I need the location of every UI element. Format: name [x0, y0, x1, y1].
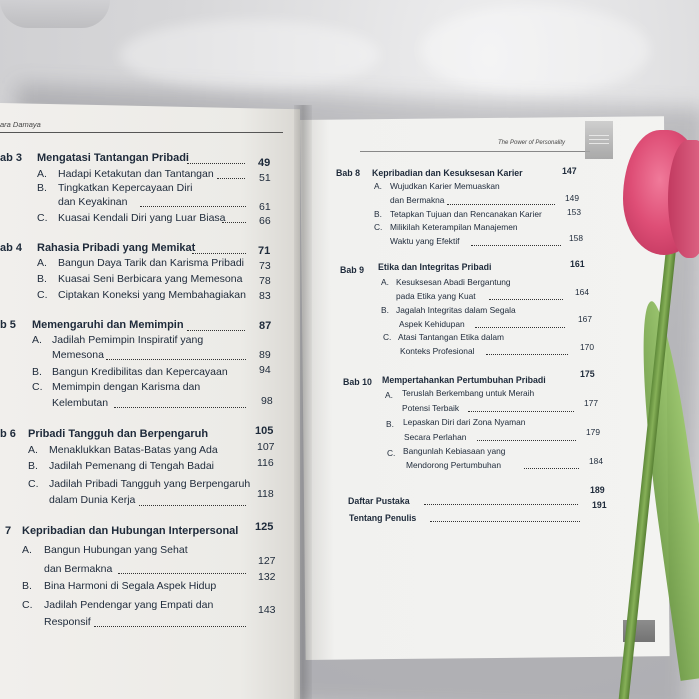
page-number: 83 [259, 290, 271, 302]
chapter-tab-marker [585, 121, 613, 159]
page-number: 61 [259, 201, 271, 213]
item-text-cont: Waktu yang Efektif [390, 236, 460, 246]
dot-leader [140, 206, 246, 207]
toc-entry-title: Tentang Penulis [349, 513, 417, 523]
item-text: Hadapi Ketakutan dan Tantangan [58, 168, 214, 180]
item-text-cont: dan Bermakna [390, 195, 445, 205]
item-letter: C. [383, 332, 392, 342]
item-text-cont: dan Keyakinan [58, 196, 128, 208]
item-text: Jadilah Pemenang di Tengah Badai [49, 460, 215, 472]
dot-leader [524, 468, 579, 469]
page-number: 105 [255, 425, 274, 437]
dot-leader [447, 204, 555, 205]
item-letter: A. [32, 334, 42, 346]
item-letter: C. [28, 478, 39, 490]
dot-leader [222, 222, 246, 223]
item-text-cont: pada Etika yang Kuat [396, 291, 476, 301]
dot-leader [477, 440, 576, 441]
page-number: 158 [569, 233, 583, 243]
chapter-label: 7 [5, 525, 12, 537]
item-text: Bangunlah Kebiasaan yang [403, 446, 506, 456]
chapter-label: ab 3 [0, 152, 23, 164]
item-letter: A. [381, 277, 389, 287]
dot-leader [94, 626, 246, 627]
dot-leader [192, 253, 246, 254]
item-letter: C. [22, 599, 33, 611]
item-text: Jagalah Integritas dalam Segala [396, 305, 516, 315]
page-number: 153 [567, 207, 581, 217]
page-number: 175 [580, 369, 595, 379]
dot-leader [187, 330, 245, 331]
item-text: Menaklukkan Batas-Batas yang Ada [49, 444, 218, 456]
chapter-title: Rahasia Pribadi yang Memikat [37, 242, 196, 254]
background-object [0, 0, 110, 28]
left-header: ara Damaya [0, 120, 41, 129]
chapter-label: ab 4 [0, 242, 23, 254]
item-letter: A. [28, 444, 38, 456]
item-letter: C. [37, 289, 48, 301]
right-header: The Power of Personality [498, 140, 566, 146]
dot-leader [471, 245, 561, 246]
dot-leader [118, 573, 246, 574]
item-letter: A. [37, 257, 47, 269]
item-text: Jadilah Pemimpin Inspiratif yang [52, 334, 204, 346]
item-text: Ciptakan Koneksi yang Membahagiakan [58, 289, 246, 301]
page-number: 118 [257, 488, 274, 500]
dot-leader [486, 354, 568, 355]
page-number: 73 [259, 260, 271, 272]
page-number: 51 [259, 172, 271, 184]
item-text-cont: Secara Perlahan [404, 432, 467, 442]
chapter-label: Bab 8 [336, 168, 360, 178]
item-letter: A. [374, 181, 382, 191]
page-number: 132 [258, 571, 276, 583]
item-text: Bangun Hubungan yang Sehat [44, 544, 188, 556]
item-letter: C. [32, 381, 43, 393]
item-text-cont: Mendorong Pertumbuhan [406, 460, 501, 470]
item-text: Bangun Daya Tarik dan Karisma Pribadi [58, 257, 244, 269]
page-number: 167 [578, 314, 592, 324]
page-number: 191 [592, 500, 607, 510]
item-text-cont: Potensi Terbaik [402, 403, 460, 413]
right-header-rule [360, 151, 590, 152]
chapter-title: Mengatasi Tantangan Pribadi [37, 152, 189, 164]
item-text-cont: Konteks Profesional [400, 346, 475, 356]
dot-leader [468, 411, 574, 412]
item-text: Bina Harmoni di Segala Aspek Hidup [44, 580, 217, 592]
book-gutter [294, 105, 312, 699]
page-number: 127 [258, 555, 276, 567]
item-letter: B. [22, 580, 32, 592]
page-number: 98 [261, 395, 273, 407]
chapter-title: Mempertahankan Pertumbuhan Pribadi [382, 375, 546, 385]
page-number: 161 [570, 259, 585, 269]
item-text: Memimpin dengan Karisma dan [52, 381, 201, 393]
item-text: Jadilah Pribadi Tangguh yang Berpengaruh [49, 478, 251, 490]
page-number: 78 [259, 275, 271, 287]
item-letter: C. [37, 212, 48, 224]
page-number: 89 [259, 349, 271, 361]
item-text: Kuasai Kendali Diri yang Luar Biasa [58, 212, 226, 224]
item-text: Lepaskan Diri dari Zona Nyaman [403, 417, 526, 427]
chapter-title: Kepribadian dan Kesuksesan Karier [372, 168, 523, 178]
page-number: 143 [258, 604, 276, 616]
page-number: 71 [258, 245, 271, 257]
item-text: Tetapkan Tujuan dan Rencanakan Karier [390, 209, 542, 219]
page-number: 170 [580, 342, 594, 352]
dot-leader [430, 521, 580, 522]
item-letter: B. [32, 366, 42, 378]
item-text-cont: Responsif [44, 616, 91, 628]
dot-leader [217, 178, 245, 179]
dot-leader [114, 407, 246, 408]
item-text-cont: Kelembutan [52, 397, 109, 409]
chapter-label: Bab 9 [340, 265, 364, 275]
fabric-fold [420, 5, 650, 95]
item-letter: A. [37, 168, 47, 180]
chapter-label: b 6 [0, 428, 16, 440]
chapter-title: Memengaruhi dan Memimpin [32, 319, 184, 331]
dot-leader [187, 163, 245, 164]
page-number: 49 [258, 157, 271, 169]
item-text: Jadilah Pendengar yang Empati dan [44, 599, 214, 611]
dot-leader [424, 504, 578, 505]
page-number: 107 [257, 441, 275, 453]
chapter-label: b 5 [0, 319, 16, 331]
page-number: 66 [259, 215, 271, 227]
item-text: Kesuksesan Abadi Bergantung [396, 277, 511, 287]
item-text: Wujudkan Karier Memuaskan [390, 181, 500, 191]
chapter-label: Bab 10 [343, 377, 372, 387]
page-number: 149 [565, 193, 579, 203]
item-letter: A. [22, 544, 32, 556]
item-letter: B. [374, 209, 382, 219]
fabric-fold [120, 20, 380, 90]
chapter-title: Kepribadian dan Hubungan Interpersonal [22, 525, 239, 537]
dot-leader [489, 299, 563, 300]
item-letter: B. [386, 419, 394, 429]
item-letter: B. [381, 305, 389, 315]
page-number: 147 [562, 166, 577, 176]
item-text: Tingkatkan Kepercayaan Diri [58, 182, 193, 194]
page-number: 125 [255, 521, 274, 533]
page-number: 179 [586, 427, 600, 437]
item-text: Milikilah Keterampilan Manajemen [390, 222, 518, 232]
page-number: 87 [259, 320, 272, 332]
item-letter: A. [385, 390, 393, 400]
page-number: 189 [590, 485, 605, 495]
item-text-cont: Memesona [52, 349, 104, 361]
dot-leader [139, 505, 246, 506]
page-number: 94 [259, 364, 271, 376]
item-text-cont: dalam Dunia Kerja [49, 494, 136, 506]
chapter-title: Pribadi Tangguh dan Berpengaruh [28, 428, 209, 440]
page-number: 116 [257, 457, 274, 469]
chapter-title: Etika dan Integritas Pribadi [378, 262, 492, 272]
left-header-rule [0, 132, 283, 133]
dot-leader [475, 327, 565, 328]
item-text: Teruslah Berkembang untuk Meraih [402, 388, 535, 398]
item-letter: B. [37, 182, 47, 194]
item-text: Atasi Tantangan Etika dalam [398, 332, 504, 342]
page-number: 164 [575, 287, 589, 297]
page-number: 184 [589, 456, 603, 466]
item-letter: B. [37, 273, 47, 285]
page-number: 177 [584, 398, 598, 408]
item-letter: B. [28, 460, 38, 472]
item-letter: C. [374, 222, 383, 232]
item-letter: C. [387, 448, 396, 458]
item-text: Bangun Kredibilitas dan Kepercayaan [52, 366, 228, 378]
item-text: Kuasai Seni Berbicara yang Memesona [58, 273, 243, 285]
item-text-cont: Aspek Kehidupan [399, 319, 465, 329]
toc-entry-title: Daftar Pustaka [348, 496, 410, 506]
item-text-cont: dan Bermakna [44, 563, 113, 575]
dot-leader [106, 359, 246, 360]
